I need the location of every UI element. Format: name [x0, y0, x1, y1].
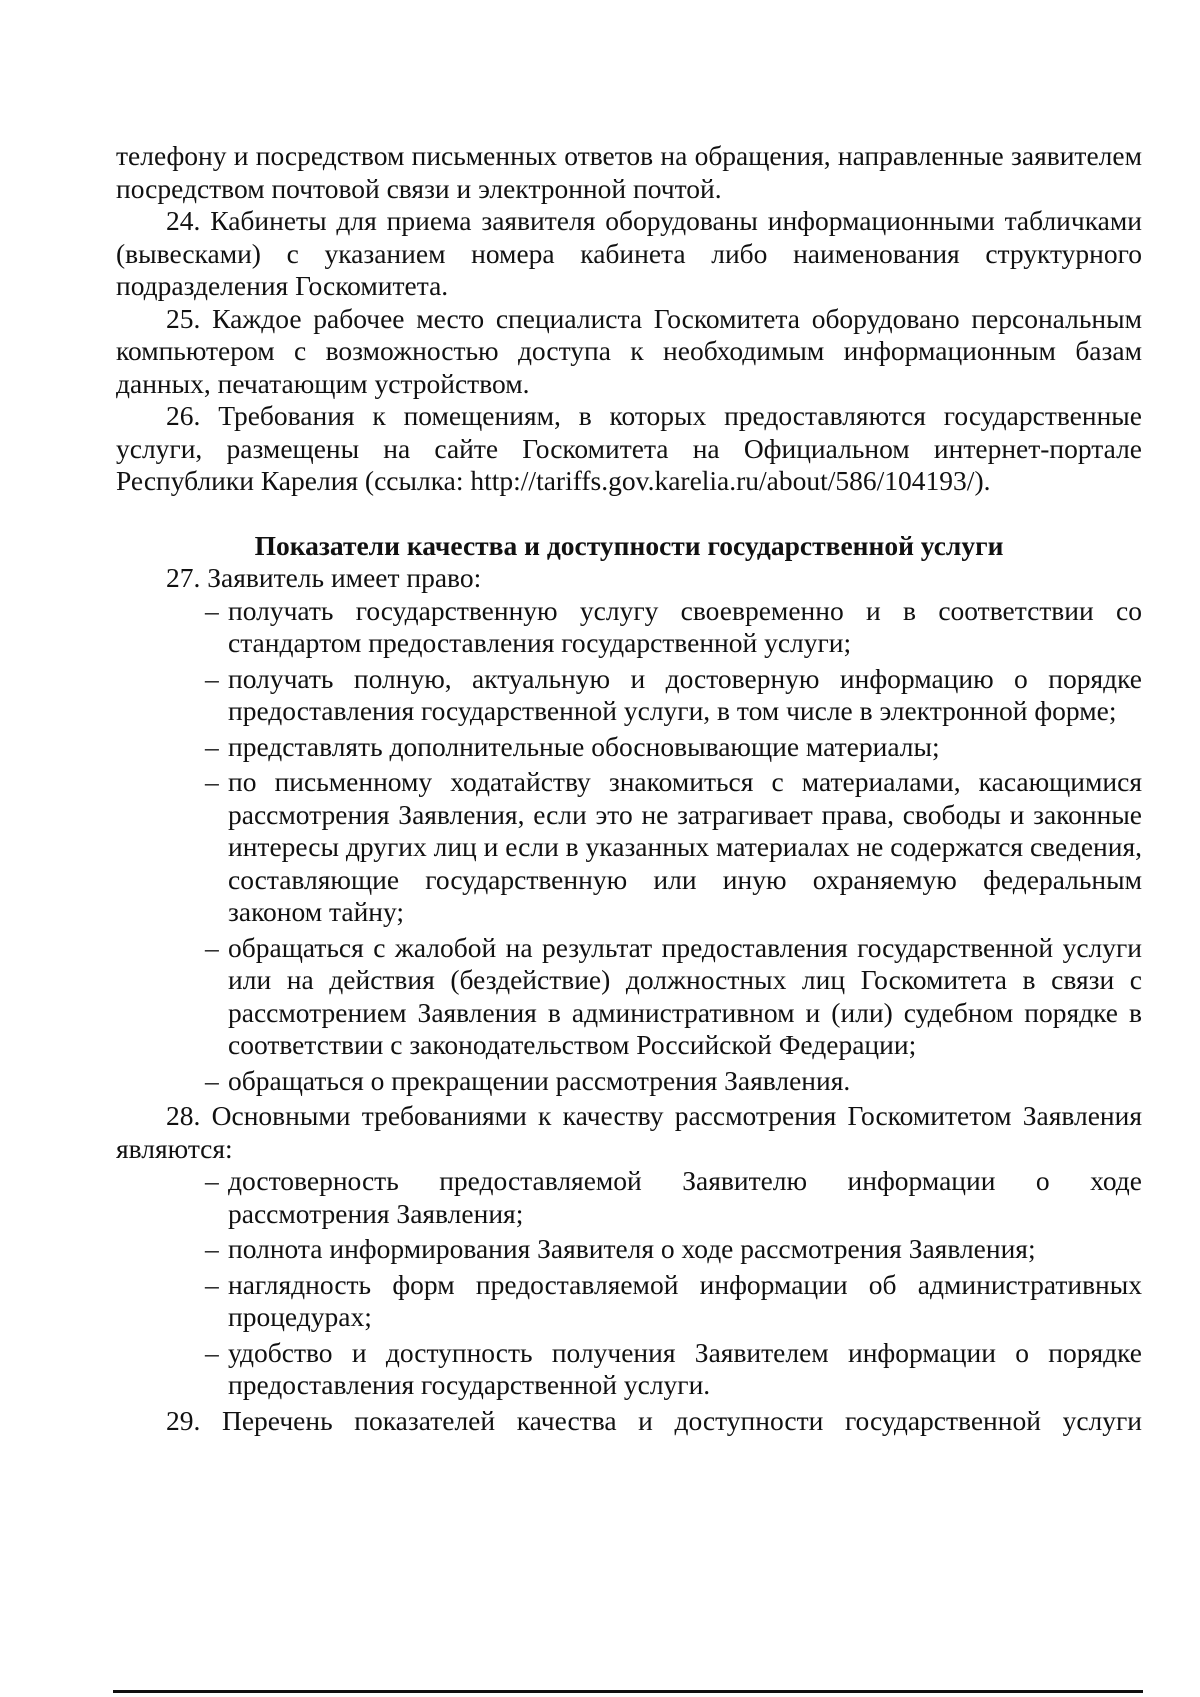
- paragraph-25: 25. Каждое рабочее место специалиста Госкомитета оборудовано персональным компьютером с возможностью доступа к необходимым информационным базам данных, печатающим устройством.: [116, 302, 1142, 399]
- list-item: [205, 1233, 1142, 1266]
- bullet-dash: –: [205, 1336, 219, 1368]
- list-item: [205, 730, 1142, 764]
- document-page: [116, 140, 1142, 1437]
- list-item: [205, 1336, 1142, 1402]
- paragraph-29: 29. Перечень показателей качества и доступности государственной услуги: [166, 1404, 1142, 1436]
- list-item: [205, 931, 1142, 1062]
- bullet-dash: –: [205, 1268, 219, 1300]
- list-item-text: наглядность форм предоставляемой информации об административных процедурах;: [228, 1268, 1142, 1332]
- requirements-list: [116, 1165, 1142, 1402]
- list-item-text: получать государственную услугу своевременно и в соответствии со стандартом предоставления государственной услуги;: [228, 594, 1142, 658]
- bullet-dash: –: [205, 1233, 219, 1264]
- list-item-text: удобство и доступность получения Заявителем информации о порядке предоставления государственной услуги.: [228, 1336, 1142, 1400]
- list-item: [205, 1064, 1142, 1098]
- list-item-text: полнота информирования Заявителя о ходе рассмотрения Заявления;: [228, 1233, 1036, 1264]
- list-item-text: представлять дополнительные обосновывающие материалы;: [228, 730, 940, 762]
- list-item-text: обращаться с жалобой на результат предоставления государственной услуги или на действия (бездействие) должностных лиц Госкомитета в связи с рассмотрением Заявления в административном и (или) судебном порядке в соответствии с законодательством Российской Федерации;: [228, 931, 1142, 1060]
- list-item-text: получать полную, актуальную и достоверную информацию о порядке предоставления государственной услуги, в том числе в электронной форме;: [228, 662, 1142, 726]
- paragraph-24: 24. Кабинеты для приема заявителя оборудованы информационными табличками (вывесками) с указанием номера кабинета либо наименования структурного подразделения Госкомитета.: [116, 205, 1142, 301]
- list-item-text: по письменному ходатайству знакомиться с материалами, касающимися рассмотрения Заявления, если это не затрагивает права, свободы и законные интересы других лиц и если в указанных материалах не содержатся сведения, составляющие государственную или иную охраняемую федеральным законом тайну;: [228, 766, 1142, 927]
- bullet-dash: –: [205, 662, 219, 694]
- list-item-text: достоверность предоставляемой Заявителю информации о ходе рассмотрения Заявления;: [228, 1165, 1142, 1229]
- paragraph-26: 26. Требования к помещениям, в которых предоставляются государственные услуги, размещены на сайте Госкомитета на Официальном интернет-портале Республики Карелия (ссылка: http://tariffs.gov.karelia.ru/about/586/104193/).: [116, 400, 1142, 496]
- paragraph-28: 28. Основными требованиями к качеству рассмотрения Госкомитетом Заявления являются:: [116, 1100, 1142, 1164]
- list-item: [205, 1268, 1142, 1334]
- list-item: [205, 662, 1142, 728]
- bullet-dash: –: [205, 1064, 219, 1096]
- paragraph-continuation: телефону и посредством письменных ответов на обращения, направленные заявителем посредством почтовой связи и электронной почтой.: [116, 140, 1142, 204]
- list-item: [205, 766, 1142, 929]
- bullet-dash: –: [205, 1165, 219, 1196]
- paragraph-27: 27. Заявитель имеет право:: [166, 562, 482, 593]
- list-item: [205, 594, 1142, 660]
- bullet-dash: –: [205, 931, 219, 963]
- bullet-dash: –: [205, 594, 219, 626]
- list-item-text: обращаться о прекращении рассмотрения Заявления.: [228, 1064, 851, 1096]
- rights-list: [116, 595, 1142, 1098]
- bullet-dash: –: [205, 766, 219, 797]
- list-item: [205, 1165, 1142, 1230]
- section-heading: Показатели качества и доступности государственной услуги: [254, 529, 1004, 561]
- bullet-dash: –: [205, 730, 219, 762]
- page-bottom-rule: [113, 1690, 1143, 1693]
